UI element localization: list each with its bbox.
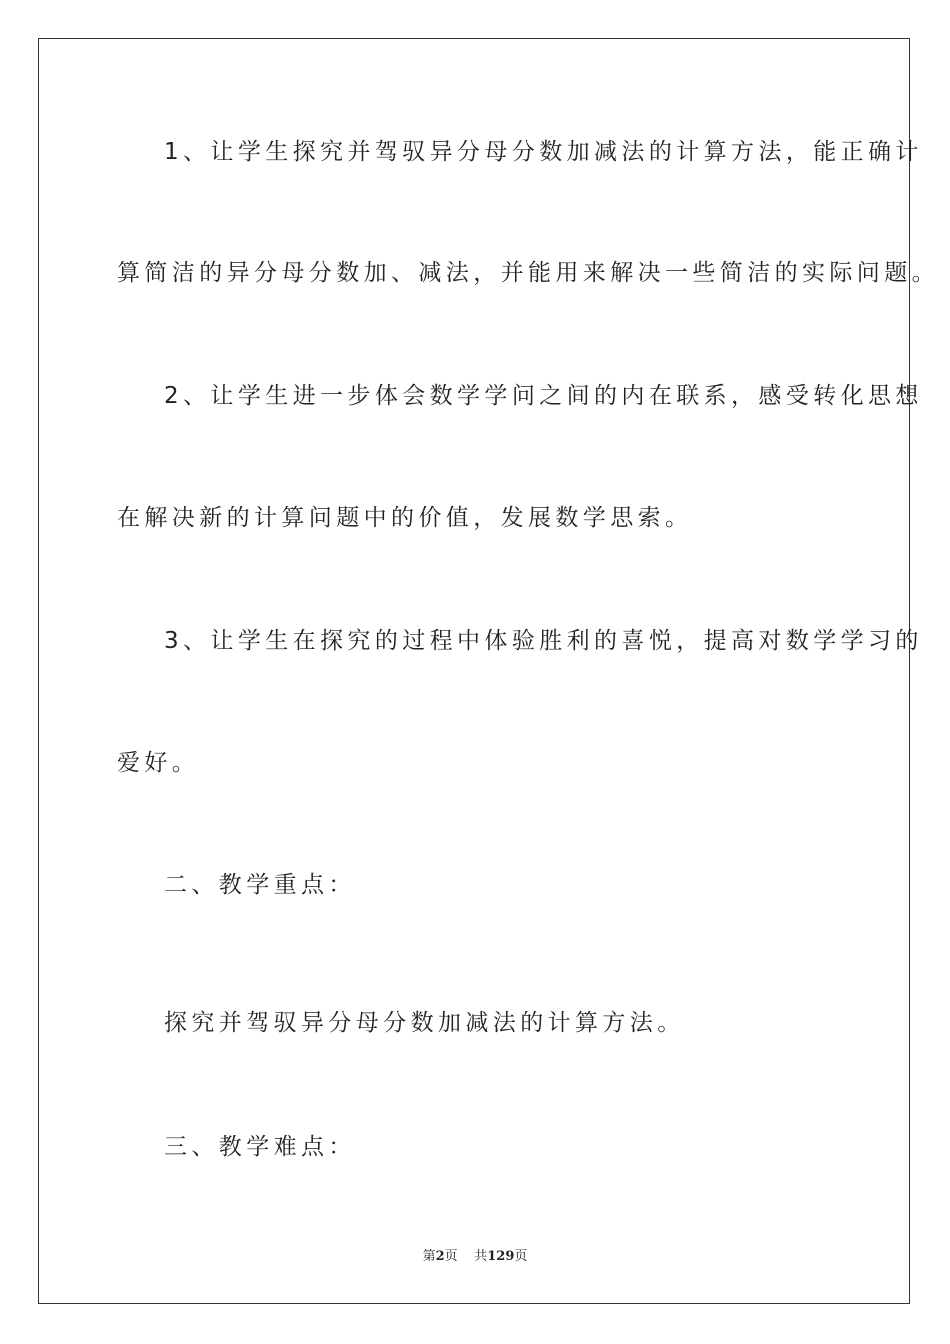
page-footer bbox=[0, 1248, 950, 1266]
footer-total-suffix: 页 bbox=[514, 1249, 528, 1264]
key-points-text: 探究并驾驭异分母分数加减法的计算方法。 bbox=[164, 1010, 685, 1036]
paragraph-3-line-1: 3、让学生在探究的过程中体验胜利的喜悦，提高对数学学习的 bbox=[164, 628, 923, 654]
footer-page-number: 2 bbox=[435, 1249, 445, 1264]
paragraph-1-line-2: 算简洁的异分母分数加、减法，并能用来解决一些简洁的实际问题。 bbox=[117, 260, 939, 286]
paragraph-1-line-1: 1、让学生探究并驾驭异分母分数加减法的计算方法，能正确计 bbox=[164, 139, 923, 165]
paragraph-2-line-2: 在解决新的计算问题中的价值，发展数学思索。 bbox=[117, 505, 693, 531]
footer-total-prefix: 共 bbox=[474, 1249, 488, 1264]
page-border bbox=[38, 38, 910, 1304]
footer-page-prefix: 第 bbox=[422, 1249, 436, 1264]
section-heading-key-points: 二、教学重点： bbox=[164, 872, 356, 898]
section-heading-difficulties: 三、教学难点： bbox=[164, 1134, 356, 1160]
paragraph-2-line-1: 2、让学生进一步体会数学学问之间的内在联系，感受转化思想 bbox=[164, 383, 923, 409]
footer-page-suffix: 页 bbox=[444, 1249, 458, 1264]
footer-total-pages: 129 bbox=[487, 1249, 515, 1264]
paragraph-3-line-2: 爱好。 bbox=[117, 750, 200, 776]
